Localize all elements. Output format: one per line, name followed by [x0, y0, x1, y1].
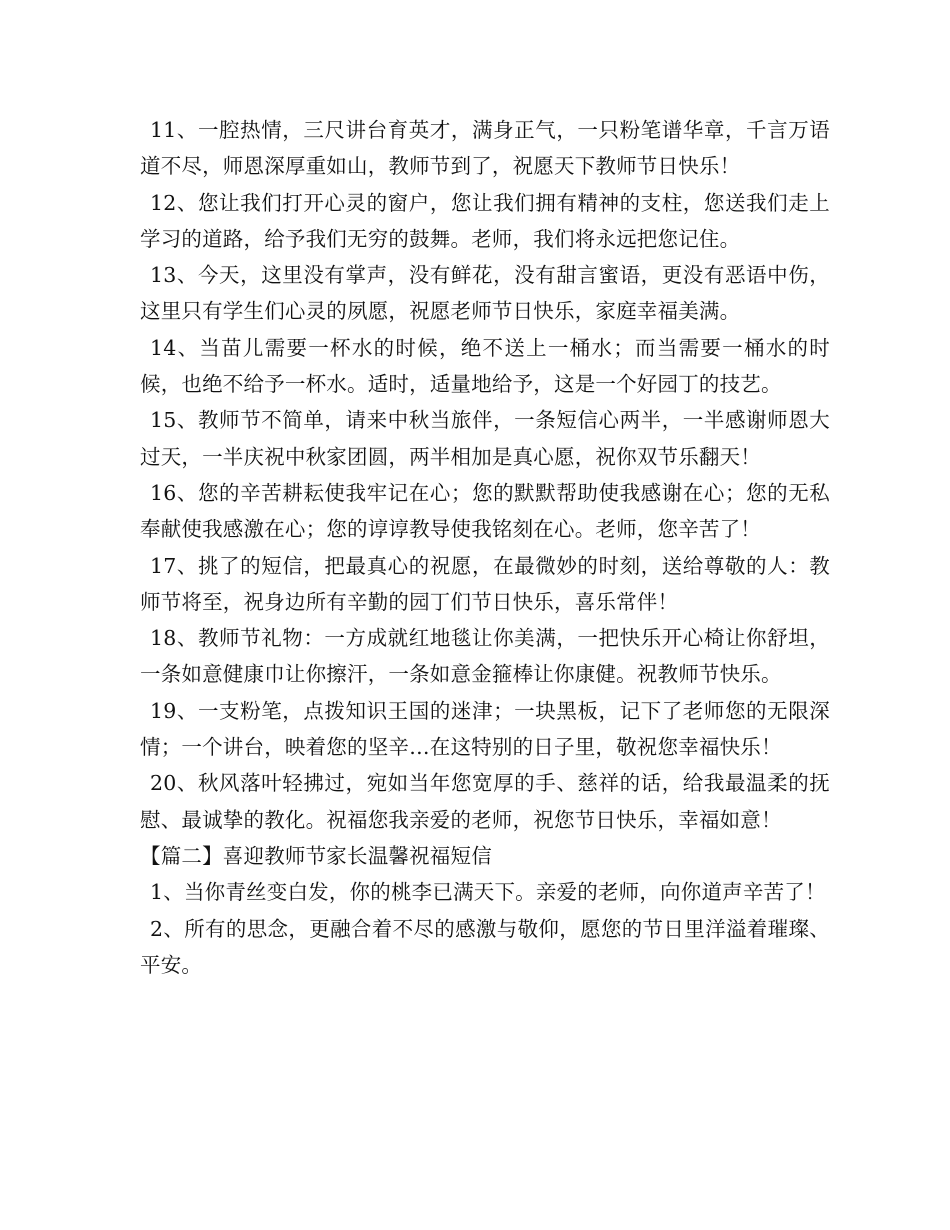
paragraph-16: 16、您的辛苦耕耘使我牢记在心；您的默默帮助使我感谢在心；您的无私奉献使我感激在心；您的谆谆教导使我铭刻在心。老师，您辛苦了！: [140, 480, 830, 542]
paragraph-20: 20、秋风落叶轻拂过，宛如当年您宽厚的手、慈祥的话，给我最温柔的抚慰、最诚挚的教化。祝福您我亲爱的老师，祝您节日快乐，幸福如意！: [140, 771, 830, 832]
paragraph-15: 15、教师节不简单，请来中秋当旅伴，一条短信心两半，一半感谢师恩大过天，一半庆祝中秋家团圆，两半相加是真心愿，祝你双节乐翻天！: [140, 408, 830, 469]
section-heading: 【篇二】喜迎教师节家长温馨祝福短信: [140, 843, 492, 868]
paragraph-14: 14、当苗儿需要一杯水的时候，绝不送上一桶水；而当需要一桶水的时候，也绝不给予一杯水。适时，适量地给予，这是一个好园丁的技艺。: [140, 335, 830, 397]
section-paragraph-2: 2、所有的思念，更融合着不尽的感激与敬仰，愿您的节日里洋溢着璀璨、平安。: [140, 916, 830, 977]
paragraph-19: 19、一支粉笔，点拨知识王国的迷津；一块黑板，记下了老师您的无限深情；一个讲台，映着您的坚辛…在这特别的日子里，敬祝您幸福快乐！: [140, 698, 830, 760]
paragraph-18: 18、教师节礼物：一方成就红地毯让你美满，一把快乐开心椅让你舒坦，一条如意健康巾让你擦汗，一条如意金箍棒让你康健。祝教师节快乐。: [140, 626, 830, 687]
paragraph-11: 11、一腔热情，三尺讲台育英才，满身正气，一只粉笔谱华章，千言万语道不尽，师恩深厚重如山，教师节到了，祝愿天下教师节日快乐！: [140, 118, 830, 179]
document-page: [140, 112, 830, 983]
paragraph-13: 13、今天，这里没有掌声，没有鲜花，没有甜言蜜语，更没有恶语中伤，这里只有学生们心灵的夙愿，祝愿老师节日快乐，家庭幸福美满。: [140, 263, 830, 324]
section-paragraph-1: 1、当你青丝变白发，你的桃李已满天下。亲爱的老师，向你道声辛苦了！: [150, 880, 826, 905]
paragraph-17: 17、挑了的短信，把最真心的祝愿，在最微妙的时刻，送给尊敬的人：教师节将至，祝身边所有辛勤的园丁们节日快乐，喜乐常伴！: [140, 553, 830, 614]
paragraph-12: 12、您让我们打开心灵的窗户，您让我们拥有精神的支柱，您送我们走上学习的道路，给予我们无穷的鼓舞。老师，我们将永远把您记住。: [140, 190, 830, 251]
